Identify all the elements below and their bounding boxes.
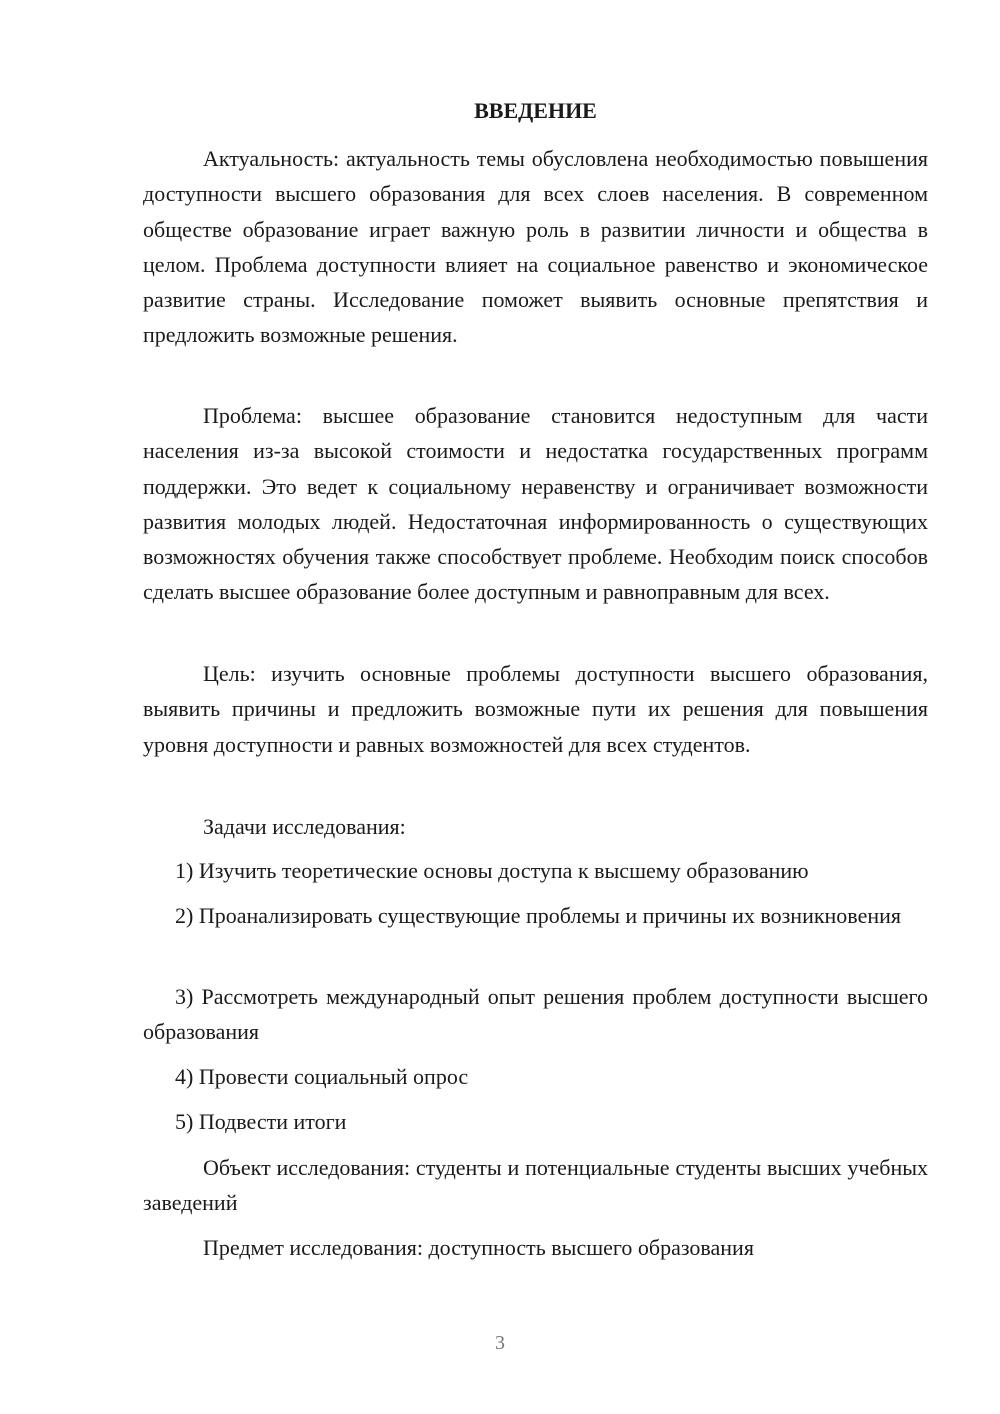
task-item-3: 3) Рассмотреть международный опыт решения проблем доступности высшего образования [143,984,928,1045]
tasks-heading: Задачи исследования: [203,814,406,839]
goal-paragraph: Цель: изучить основные проблемы доступности высшего образования, выявить причины и предложить возможные пути их решения для повышения уровня доступности и равных возможностей для всех студентов. [143,661,928,757]
page-title: ВВЕДЕНИЕ [474,98,597,123]
subject-paragraph: Предмет исследования: доступность высшего образования [203,1235,754,1260]
task-item-5: 5) Подвести итоги [175,1109,347,1134]
object-paragraph: Объект исследования: студенты и потенциальные студенты высших учебных заведений [143,1155,928,1216]
task-item-1: 1) Изучить теоретические основы доступа к высшему образованию [175,858,809,883]
task-item-2: 2) Проанализировать существующие проблемы и причины их возникновения [175,903,901,928]
page-number: 3 [495,1332,505,1354]
task-item-4: 4) Провести социальный опрос [175,1064,469,1089]
problem-paragraph: Проблема: высшее образование становится недоступным для части населения из-за высокой стоимости и недостатка государственных программ поддержки. Это ведет к социальному неравенству и ограничивает возможности развития молодых людей. Недостаточная информированность о существующих возможностях обучения также способствует проблеме. Необходим поиск способов сделать высшее образование более доступным и равноправным для всех. [143,403,928,605]
relevance-paragraph: Актуальность: актуальность темы обусловлена необходимостью повышения доступности высшего образования для всех слоев населения. В современном обществе образование играет важную роль в развитии личности и общества в целом. Проблема доступности влияет на социальное равенство и экономическое развитие страны. Исследование поможет выявить основные препятствия и предложить возможные решения. [143,146,928,348]
